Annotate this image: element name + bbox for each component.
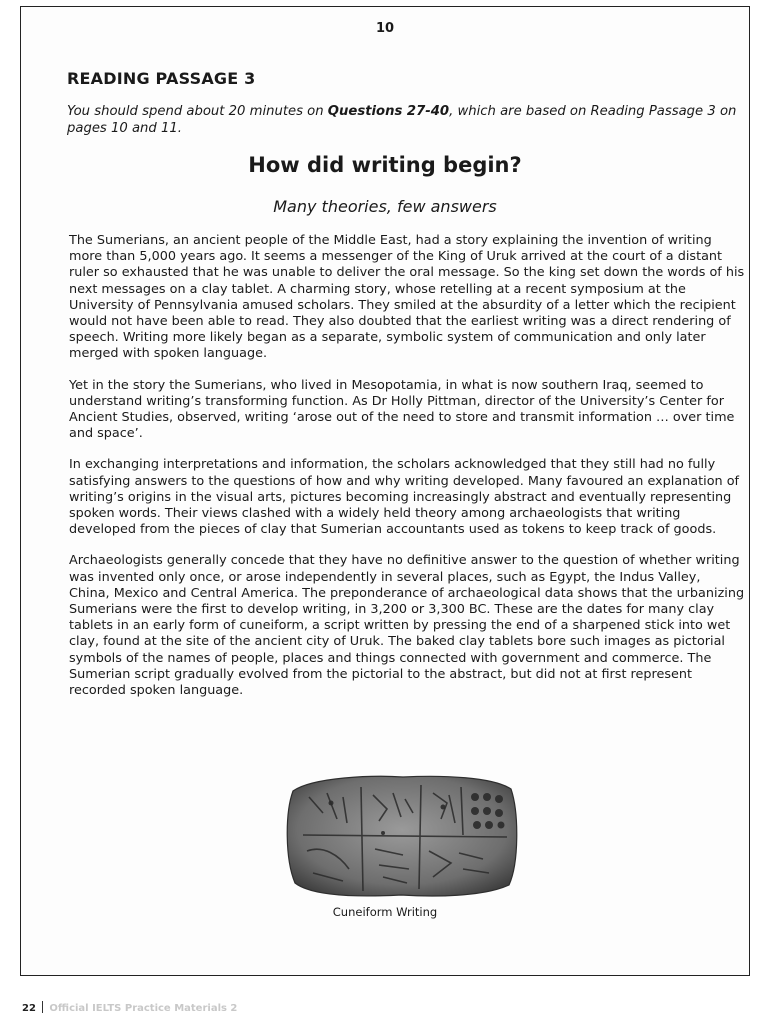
page-frame xyxy=(20,6,750,976)
footer-source: Official IELTS Practice Materials 2 xyxy=(49,1003,238,1014)
instructions-suffix: , which are based on Reading Passage 3 on pages 10 and 11. xyxy=(67,104,737,136)
figure-caption: Cuneiform Writing xyxy=(332,905,438,919)
article-title: How did writing begin? xyxy=(248,153,522,177)
instructions-questions: Questions 27-40 xyxy=(327,104,450,119)
article-subtitle: Many theories, few answers xyxy=(273,197,497,216)
article-body xyxy=(69,233,745,714)
instructions-prefix: You should spend about 20 minutes on xyxy=(67,104,328,119)
paragraph-2: Yet in the story the Sumerians, who lived in Mesopotamia, in what is now southern Iraq, seemed to understand writing’s transforming function. As Dr Holly Pittman, director of the University’s Center for Ancient Studies, observed, writing ‘arose out of the need to store and transmit information … over time and space’. xyxy=(69,377,735,442)
footer-divider xyxy=(42,1001,44,1013)
paragraph-4: Archaeologists generally concede that they have no definitive answer to the question of whether writing was invented only once, or arose independently in several places, such as Egypt, the Indus Valley, China, Mexico and Central America. The preponderance of archaeological data shows that the urbanizing Sumerians were the first to develop writing, in 3,200 or 3,300 BC. These are the dates for many clay tablets in an early form of cuneiform, a script written by pressing the end of a sharpened stick into wet clay, found at the site of the ancient city of Uruk. The baked clay tablets bore such images as pictorial symbols of the names of people, places and things connected with government and commerce. The Sumerian script gradually evolved from the pictorial to the abstract, but did not at first represent recorded spoken language. xyxy=(69,553,745,699)
footer-page-number: 22 xyxy=(22,1003,36,1014)
cuneiform-tablet-image xyxy=(283,773,521,899)
top-page-number: 10 xyxy=(375,21,395,36)
paragraph-1: The Sumerians, an ancient people of the Middle East, had a story explaining the invention of writing more than 5,000 years ago. It seems a messenger of the King of Uruk arrived at the court of a distant ruler so exhausted that he was unable to deliver the oral message. So the king set down the words of his next messages on a clay tablet. A charming story, whose retelling at a recent symposium at the University of Pennsylvania amused scholars. They smiled at the absurdity of a letter which the recipient would not have been able to read. They also doubted that the earliest writing was a direct rendering of speech. Writing more likely began as a separate, symbolic system of communication and only later merged with spoken language. xyxy=(69,233,745,362)
paragraph-3: In exchanging interpretations and information, the scholars acknowledged that they still had no fully satisfying answers to the questions of how and why writing developed. Many favoured an explanation of writing’s origins in the visual arts, pictures becoming increasingly abstract and eventually representing spoken words. Their views clashed with a widely held theory among archaeologists that writing developed from the pieces of clay that Sumerian accountants used as tokens to keep track of goods. xyxy=(69,457,740,538)
passage-label: READING PASSAGE 3 xyxy=(67,69,256,88)
instructions xyxy=(67,103,739,137)
page-footer xyxy=(22,1001,237,1014)
